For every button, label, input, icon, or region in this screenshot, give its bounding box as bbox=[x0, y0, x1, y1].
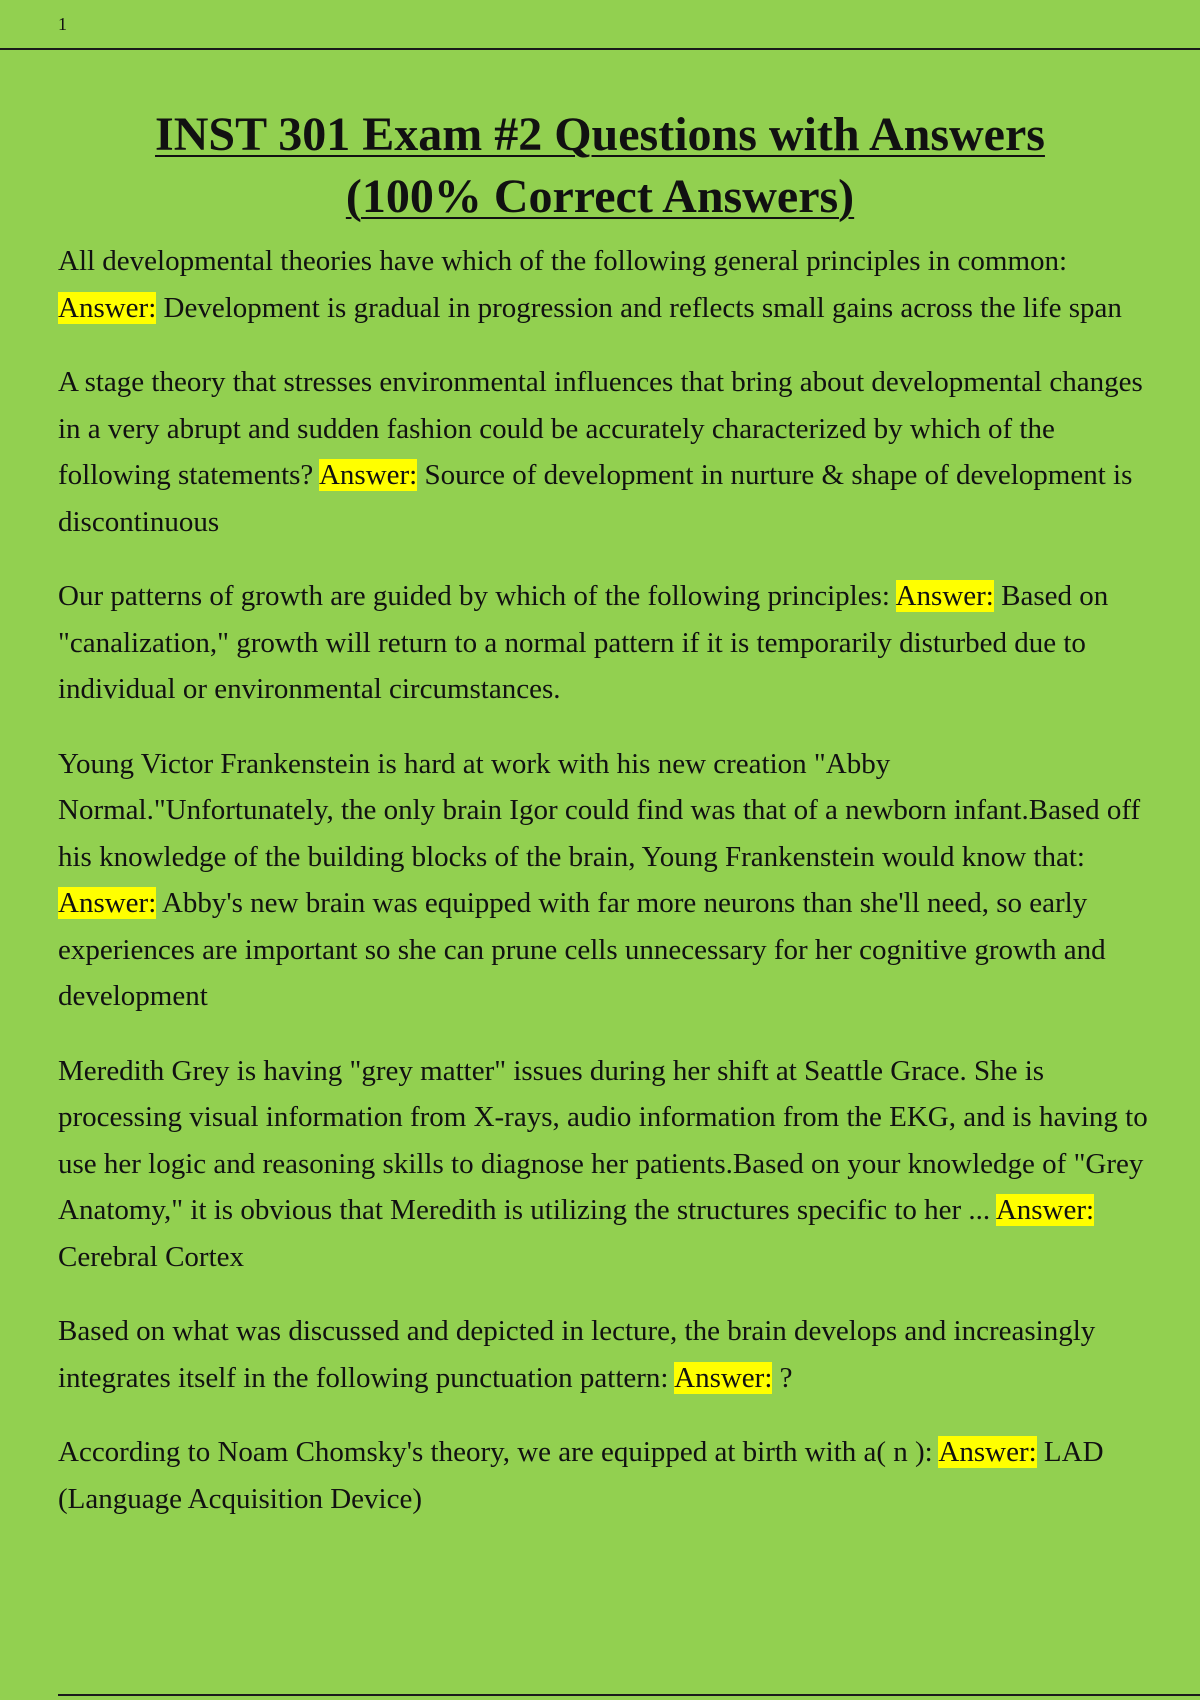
question-text: Young Victor Frankenstein is hard at work with his new creation "Abby Normal."Unfortunately, the only brain Igor could find was that of a newborn infant.Based off his knowledge of the building blocks of the brain, Young Frankenstein would know that: bbox=[58, 747, 1141, 873]
qa-item-6 bbox=[58, 1308, 1158, 1401]
qa-item-1 bbox=[58, 238, 1158, 331]
qa-item-7 bbox=[58, 1429, 1158, 1522]
answer-label-highlight: Answer: bbox=[58, 291, 157, 324]
qa-item-4 bbox=[58, 741, 1158, 1020]
answer-text: Based on "canalization," growth will return to a normal pattern if it is temporarily disturbed due to individual or environmental circumstances. bbox=[58, 580, 1109, 705]
answer-label-highlight: Answer: bbox=[674, 1361, 773, 1394]
title-line-2: (100% Correct Answers) bbox=[345, 170, 855, 223]
question-text: All developmental theories have which of the following general principles in common: bbox=[58, 245, 1068, 277]
footer-divider bbox=[58, 1694, 1200, 1696]
document-title bbox=[40, 104, 1160, 228]
qa-item-5 bbox=[58, 1048, 1158, 1281]
page-number: 1 bbox=[58, 14, 67, 34]
answer-text: Source of development in nurture & shape of development is discontinuous bbox=[58, 459, 1133, 538]
answer-text: Abby's new brain was equipped with far more neurons than she'll need, so early experiences are important so she can prune cells unnecessary for her cognitive growth and development bbox=[58, 887, 1106, 1012]
question-text: Our patterns of growth are guided by which of the following principles: bbox=[58, 580, 890, 612]
question-text: Meredith Grey is having "grey matter" issues during her shift at Seattle Grace. She is processing visual information from X-rays, audio information from the EKG, and is having to use her logic and reasoning skills to diagnose her patients.Based on your knowledge of "Grey Anatomy," it is obvious that Meredith is utilizing the structures specific to her ... bbox=[58, 1054, 1148, 1226]
answer-label-highlight: Answer: bbox=[58, 887, 157, 919]
question-text: A stage theory that stresses environmental influences that bring about developmental changes in a very abrupt and sudden fashion could be accurately characterized by which of the following statements? bbox=[58, 366, 1143, 491]
answer-text: ? bbox=[779, 1361, 793, 1394]
title-line-1: INST 301 Exam #2 Questions with Answers bbox=[155, 108, 1045, 161]
answer-label-highlight: Answer: bbox=[318, 459, 418, 491]
qa-item-3 bbox=[58, 573, 1158, 713]
answer-text: Development is gradual in progression and reflects small gains across the life span bbox=[163, 291, 1122, 324]
qa-item-2 bbox=[58, 359, 1158, 545]
question-text: Based on what was discussed and depicted in lecture, the brain develops and increasingly integrates itself in the following punctuation pattern: bbox=[58, 1315, 1096, 1394]
answer-text: LAD (Language Acquisition Device) bbox=[58, 1436, 1104, 1515]
qa-list bbox=[58, 238, 1158, 1550]
answer-label-highlight: Answer: bbox=[895, 580, 994, 612]
question-text: According to Noam Chomsky's theory, we are equipped at birth with a( n ): bbox=[58, 1436, 933, 1468]
answer-label-highlight: Answer: bbox=[995, 1194, 1095, 1226]
answer-text: Cerebral Cortex bbox=[58, 1240, 245, 1273]
answer-label-highlight: Answer: bbox=[938, 1436, 1037, 1468]
header-divider bbox=[0, 48, 1200, 50]
